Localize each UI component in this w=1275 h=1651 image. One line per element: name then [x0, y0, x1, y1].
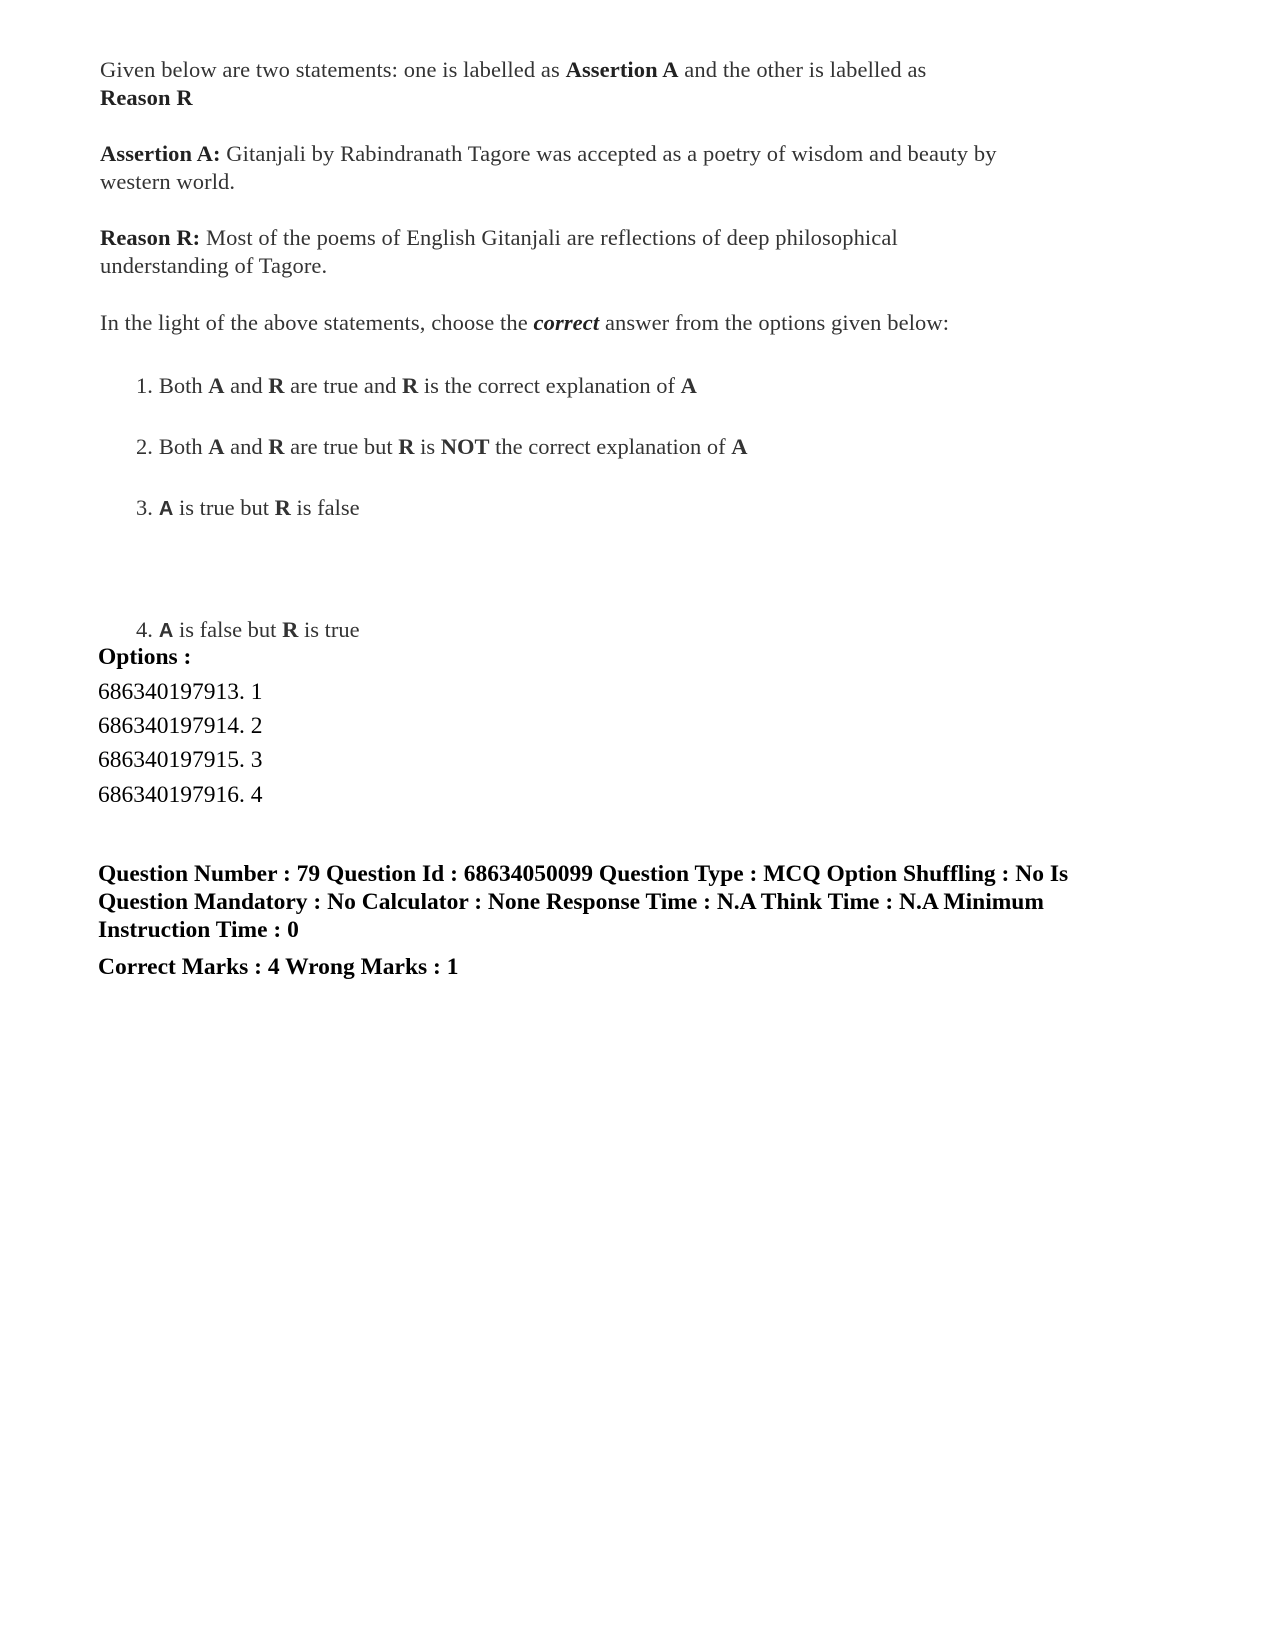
choice-bold: R	[268, 434, 285, 459]
choice-text: and	[224, 373, 269, 398]
choice-text: is false	[290, 495, 360, 520]
choice-bold: R	[268, 373, 285, 398]
choice-text: is true but	[173, 495, 275, 520]
choice-bold: A	[208, 373, 225, 398]
choice-text: the correct explanation of	[489, 434, 732, 459]
choice-text: is the correct explanation of	[418, 373, 681, 398]
option-item: 686340197913. 1	[98, 679, 263, 705]
intro-middle: and the other is labelled as	[678, 57, 927, 82]
choice-4	[136, 616, 360, 645]
choice-number: 3.	[136, 495, 153, 520]
intro-assertion-label: Assertion A	[565, 57, 679, 82]
choice-bold: R	[401, 373, 419, 398]
option-item: 686340197915. 3	[98, 747, 263, 773]
instruction-suffix: answer from the options given below:	[599, 310, 950, 335]
choice-bold: NOT	[440, 434, 490, 459]
assertion-text: Gitanjali by Rabindranath Tagore was accepted as a poetry of wisdom and beauty by western world.	[100, 141, 997, 194]
choice-text: are true and	[284, 373, 402, 398]
choice-number: 2.	[136, 434, 153, 459]
question-instruction	[100, 309, 1140, 337]
choice-text: is false but	[173, 617, 283, 642]
choice-text: are true but	[284, 434, 399, 459]
choice-1	[136, 372, 697, 400]
choice-2	[136, 433, 748, 461]
assertion-label: Assertion A:	[100, 141, 221, 166]
choice-bold: A	[731, 434, 748, 459]
choice-text: is	[414, 434, 441, 459]
assertion-statement	[100, 140, 1000, 196]
choice-bold: R	[398, 434, 415, 459]
choice-text: is true	[298, 617, 360, 642]
reason-label: Reason R:	[100, 225, 201, 250]
choice-bold: R	[274, 495, 291, 520]
choice-bold: A	[680, 373, 697, 398]
option-item: 686340197916. 4	[98, 782, 263, 808]
question-intro	[100, 56, 1040, 112]
intro-reason-label: Reason R	[100, 85, 193, 110]
choice-text: Both	[158, 434, 209, 459]
choice-bold: A	[158, 498, 174, 520]
reason-text: Most of the poems of English Gitanjali are reflections of deep philosophical understanding of Tagore.	[100, 225, 898, 278]
choice-bold: A	[208, 434, 225, 459]
question-info: Question Number : 79 Question Id : 68634050099 Question Type : MCQ Option Shuffling : No Is Question Mandatory : No Calculator : None Response Time : N.A Think Time : N.A Minimum Instruction Time : 0	[98, 861, 1069, 943]
choice-3	[136, 494, 360, 523]
marks-info: Correct Marks : 4 Wrong Marks : 1	[98, 954, 459, 980]
choice-bold: A	[158, 620, 174, 642]
options-label: Options :	[98, 644, 192, 670]
choice-text: Both	[158, 373, 209, 398]
intro-prefix: Given below are two statements: one is labelled as	[100, 57, 566, 82]
instruction-prefix: In the light of the above statements, choose the	[100, 310, 534, 335]
reason-statement	[100, 224, 1000, 280]
instruction-emphasis: correct	[533, 310, 600, 335]
choice-bold: R	[282, 617, 299, 642]
choice-text: and	[224, 434, 269, 459]
option-item: 686340197914. 2	[98, 713, 263, 739]
choice-number: 4.	[136, 617, 153, 642]
choice-number: 1.	[136, 373, 153, 398]
